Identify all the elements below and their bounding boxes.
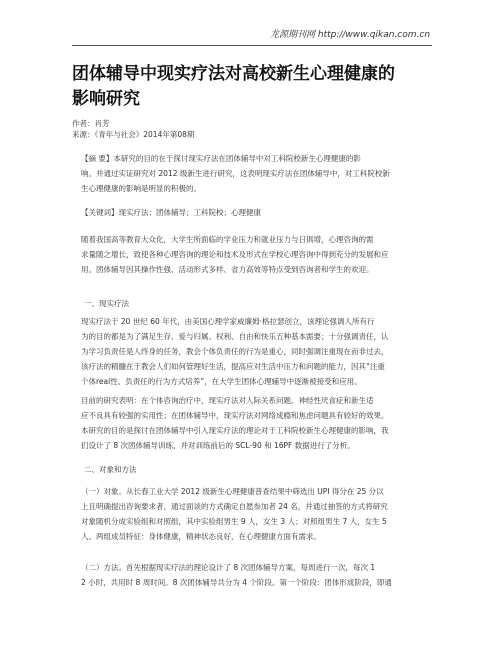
text-line: （一）对象。从长春工业大学 2012 级新生心理健康普查结果中筛选出 UPI 得分在 25 分以 bbox=[81, 487, 384, 496]
article-title bbox=[72, 62, 442, 112]
source-header: 龙源期刊网 http://www.qikan.com.cn bbox=[270, 30, 431, 40]
text-line: 【关键词】现实疗法；团体辅导；工科院校；心理健康 bbox=[81, 208, 261, 217]
intro-paragraph bbox=[72, 232, 434, 277]
text-line: 现实疗法于 20 世纪 60 年代，由美国心理学家威廉姆·格拉瑟创立，该理论强调人所有行 bbox=[81, 317, 375, 326]
author-line: 作者：肖芳 bbox=[72, 119, 110, 128]
header-rule bbox=[72, 45, 432, 46]
text-line: 应不良具有较强的实用性；在团体辅导中，现实疗法对网络成瘾和焦虑问题具有较好的效果。 bbox=[81, 411, 389, 420]
section1-paragraph bbox=[72, 393, 434, 453]
text-line: 响。并通过实证研究对 2012 级新生进行研究，这表明现实疗法在团体辅导中，对工科院校新 bbox=[81, 169, 390, 178]
text-line: 用。团体辅导因其操作性强、活动形式多样、省力高效等特点受到咨询者和学生的欢迎。 bbox=[81, 265, 374, 274]
text-line: 生心理健康的影响是明显的积极的。 bbox=[81, 184, 201, 193]
text-line: 该疗法的精髓在于教会人们如何管理好生活，提高应对生活中压力和问题的能力，因其“注重 bbox=[81, 362, 385, 371]
section-heading: 一、现实疗法 bbox=[84, 299, 129, 308]
text-line: 为学习负责任是人终身的任务，教会个体负责任的行为是重心，同时强调注重现在而非过去， bbox=[81, 347, 389, 356]
section-heading: 二、对象和方法 bbox=[84, 465, 137, 474]
text-line: 上且明确提出咨询要求者，通过面谈的方式确定自愿参加者 24 名，并通过抽签的方式将研究 bbox=[81, 502, 388, 511]
text-line: 们设计了 8 次团体辅导训练，并对训练前后的 SCL-90 和 16PF 数据进行了分析。 bbox=[81, 441, 355, 450]
source-line: 来源：《青年与社会》2014年第08期 bbox=[72, 130, 195, 139]
keywords bbox=[72, 205, 434, 220]
text-line: 2 小时，共用时 8 周时间。8 次团体辅导共分为 4 个阶段。第一个阶段：团体形成阶段，即通 bbox=[81, 578, 392, 587]
text-line: 求量随之增长，致使各种心理咨询的理论和技术及形式在学校心理咨询中得到充分的发展和应 bbox=[81, 250, 389, 259]
text-line: 个体real性、负责任的行为方式培养”，在大学生团体心理辅导中逐渐被接受和应用。 bbox=[81, 377, 362, 386]
text-line: 对象随机分成实验组和对照组，其中实验组男生 9 人，女生 3 人；对照组男生 7 人，女生 5 bbox=[81, 517, 387, 526]
title-line: 团体辅导中现实疗法对高校新生心理健康的 bbox=[72, 64, 395, 84]
text-line: 随着我国高等教育大众化，大学生所面临的学业压力和就业压力与日俱增，心理咨询的需 bbox=[81, 235, 374, 244]
section1-paragraph bbox=[72, 314, 434, 389]
text-line: 目前的研究表明：在个体咨询治疗中，现实疗法对人际关系问题、神经性厌食症和新生适 bbox=[81, 396, 374, 405]
text-line: 本研究的目的是探讨在团体辅导中引入现实疗法的理论对于工科院校新生心理健康的影响，我 bbox=[81, 426, 389, 435]
text-line: 人。两组成员特征：身体健康，精神状态良好，在心理健康方面有需求。 bbox=[81, 532, 321, 541]
text-line: （二）方法。首先根据现实疗法的理论设计了 8 次团体辅导方案，每周进行一次，每次 1 bbox=[81, 563, 376, 572]
title-line: 影响研究 bbox=[72, 89, 140, 109]
abstract bbox=[72, 151, 434, 196]
section2-paragraph bbox=[72, 484, 434, 544]
text-line: 为的目的都是为了满足生存、爱与归属、权利、自由和快乐五种基本需要；十分强调责任，认 bbox=[81, 332, 389, 341]
text-line: 【摘 要】本研究的目的在于探讨现实疗法在团体辅导中对工科院校新生心理健康的影 bbox=[81, 154, 361, 163]
section2-paragraph bbox=[72, 560, 434, 590]
